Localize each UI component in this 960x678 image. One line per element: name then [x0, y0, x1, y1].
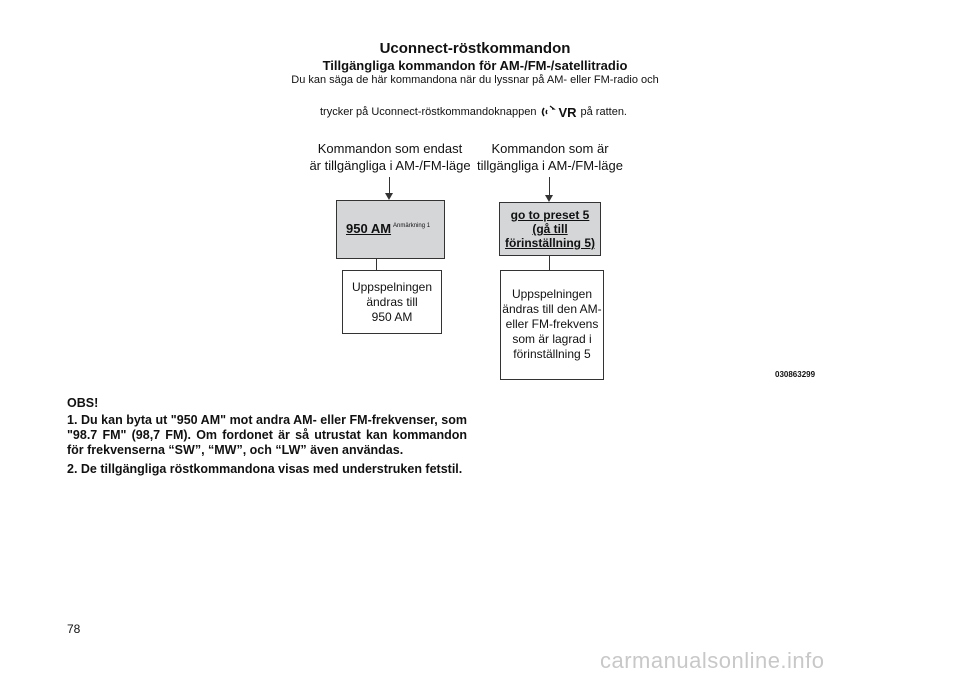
- left-result-line-3: 950 AM: [371, 310, 413, 324]
- left-arrow-line: [389, 177, 390, 193]
- note-1: 1. Du kan byta ut "950 AM" mot andra AM- eller FM-frekvenser, som "98.7 FM" (98,7 FM). Om fordonet är så utrustat kan kommandon för frekvenserna “SW”, “MW”, och “LW” även användas.: [67, 413, 467, 457]
- right-command-box: [499, 202, 601, 256]
- right-heading-line-1: Kommandon som är: [491, 141, 609, 156]
- left-result-box: [342, 270, 442, 334]
- left-result-line-1: Uppspelningen: [351, 280, 433, 294]
- right-result-line-3: eller FM-frekvens: [505, 317, 599, 331]
- left-arrow-head: [385, 193, 393, 200]
- right-arrow-line: [549, 177, 550, 195]
- page-subtitle: Tillgängliga kommandon för AM-/FM-/satellitradio: [322, 58, 628, 73]
- notes-heading: OBS!: [67, 396, 99, 410]
- figure-code: 030863299: [775, 370, 816, 379]
- right-result-line-5: förinställning 5: [513, 347, 591, 361]
- right-heading-line-2: tillgängliga i AM-/FM-läge: [477, 158, 623, 173]
- speech-waves-icon: [540, 104, 556, 120]
- right-result-line-1: Uppspelningen: [511, 287, 593, 301]
- vr-label: VR: [558, 105, 577, 120]
- page-number: 78: [67, 622, 81, 636]
- watermark: carmanualsonline.info: [600, 648, 825, 673]
- right-column-heading: [470, 140, 630, 174]
- left-command-text: 950 AM: [346, 221, 392, 236]
- right-arrow-head: [545, 195, 553, 202]
- intro-line-2-before: trycker på Uconnect-röstkommandoknappen: [320, 106, 537, 118]
- right-command-line-3: förinställning 5): [505, 236, 595, 250]
- right-result-line-2: ändras till den AM-: [502, 302, 602, 316]
- voice-recognition-button-icon: [540, 104, 576, 120]
- note-2: 2. De tillgängliga röstkommandona visas med understruken fetstil.: [67, 462, 463, 476]
- right-result-line-4: som är lagrad i: [512, 332, 592, 346]
- left-heading-line-1: Kommandon som endast: [317, 141, 463, 156]
- intro-line-2: [320, 104, 627, 120]
- left-command-box: [336, 200, 445, 259]
- left-result-line-2: ändras till: [366, 295, 418, 309]
- right-connector: [549, 256, 550, 270]
- right-result-box: [500, 270, 604, 380]
- right-command-line-2: (gå till: [532, 222, 568, 236]
- left-command-note: Anmärkning 1: [393, 223, 431, 229]
- page-title: Uconnect-röstkommandon: [379, 40, 571, 57]
- intro-line-1: Du kan säga de här kommandona när du lyssnar på AM- eller FM-radio och: [291, 74, 659, 86]
- left-heading-line-2: är tillgängliga i AM-/FM-läge: [309, 158, 471, 173]
- notes-section: [67, 396, 467, 481]
- intro-line-2-after: på ratten.: [580, 106, 627, 118]
- right-command-line-1: go to preset 5: [510, 208, 590, 222]
- left-command: [346, 221, 430, 236]
- left-connector: [376, 259, 377, 270]
- left-column-heading: [300, 140, 480, 174]
